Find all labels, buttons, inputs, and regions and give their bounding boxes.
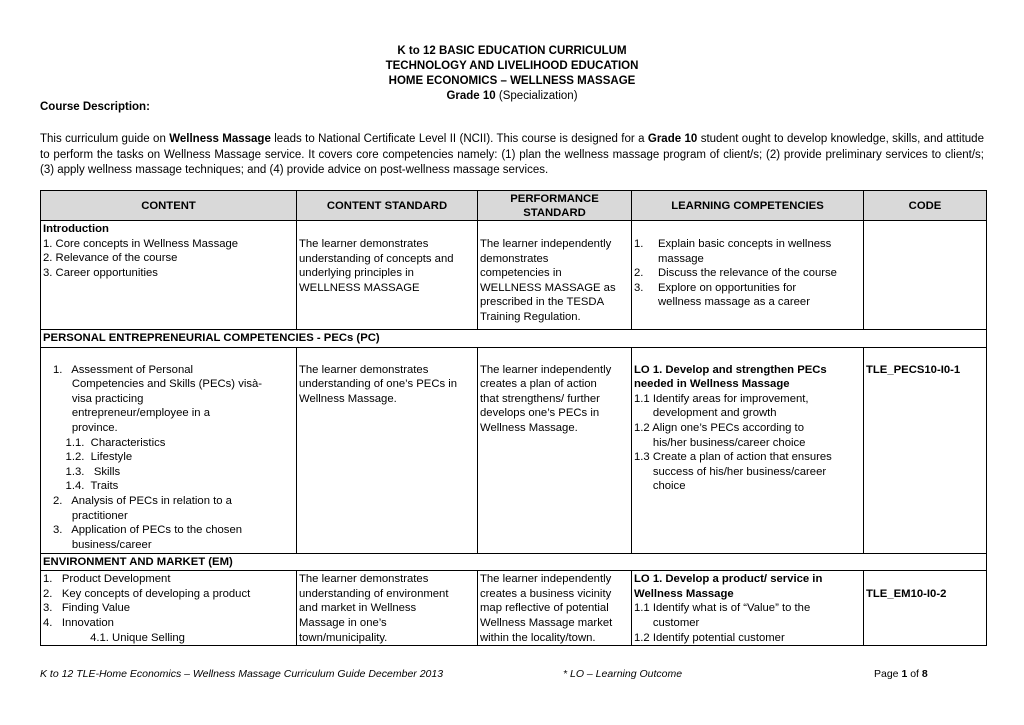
text-line: WELLNESS MASSAGE as: [480, 281, 616, 294]
em-content: [41, 571, 297, 646]
cd-part-3: student ought to develop knowledge, skills, and attitude to perform the tasks on Wellness Massage service. It covers core competencies namely: (1) plan the wellness massage program of client/s; (2) provide preliminary services to client/s; (3) apply wellness massage techniques; and (4) provide advice on post-wellness massage services.: [40, 133, 984, 176]
list-item: 1.2 Align one’s PECs according to: [634, 421, 804, 434]
text-line: Training Regulation.: [480, 310, 581, 323]
list-item: 1.1. Characteristics: [53, 436, 166, 449]
text-line: understanding of environment: [299, 587, 449, 600]
col-header-content-standard: CONTENT STANDARD: [297, 191, 478, 221]
list-item: 1.1 Identify areas for improvement,: [634, 392, 809, 405]
col-header-learning-competencies: LEARNING COMPETENCIES: [632, 191, 864, 221]
course-description-title: Course Description:: [40, 101, 150, 113]
em-code: TLE_EM10-I0-2: [864, 571, 987, 646]
footer-guide-title: K to 12 TLE-Home Economics – Wellness Massage Curriculum Guide December 2013: [40, 668, 444, 680]
grade-label: Grade 10: [446, 90, 496, 102]
cd-bold-1: Wellness Massage: [169, 133, 271, 145]
em-performance-standard: [478, 571, 632, 646]
col-header-code: CODE: [864, 191, 987, 221]
curriculum-table: [40, 190, 987, 646]
list-item: entrepreneur/employee in a: [53, 407, 210, 420]
table-header-row: [41, 191, 987, 221]
list-item: 2. Discuss the relevance of the course: [634, 267, 837, 280]
intro-performance-standard: [478, 221, 632, 330]
section-row-pecs: [41, 330, 987, 348]
list-item: visa practicing: [53, 392, 144, 405]
list-item: 1.3. Skills: [53, 465, 121, 478]
text-line: develops one’s PECs in: [480, 407, 600, 420]
list-item: 1.1 Identify what is of “Value” to the: [634, 602, 811, 615]
pecs-content: [41, 347, 297, 553]
table-row-pecs: [41, 347, 987, 553]
text-line: The learner independently: [480, 573, 612, 586]
footer-lo-note: * LO – Learning Outcome: [563, 668, 683, 680]
lo-title: LO 1. Develop a product/ service in: [634, 573, 823, 586]
table-row-introduction: [41, 221, 987, 330]
text-line: The learner independently: [480, 363, 612, 376]
list-item: 1.3 Create a plan of action that ensures: [634, 451, 832, 464]
text-line: demonstrates: [480, 252, 549, 265]
list-item: 2. Relevance of the course: [43, 252, 178, 265]
cd-part-2: leads to National Certificate Level II (NCII). This course is designed for a: [270, 133, 648, 145]
list-item: 2. Key concepts of developing a product: [43, 587, 251, 600]
text-line: creates a plan of action: [480, 378, 597, 391]
list-item: 1. Product Development: [43, 573, 171, 586]
pecs-competencies: [632, 347, 864, 553]
list-item: 3. Finding Value: [43, 602, 131, 615]
em-content-standard: [297, 571, 478, 646]
header-line-1: K to 12 BASIC EDUCATION CURRICULUM: [397, 45, 627, 57]
list-item: 3. Application of PECs to the chosen: [53, 524, 243, 537]
list-item: Competencies and Skills (PECs) visà-: [53, 378, 263, 391]
list-item: 3. Explore on opportunities for wellness massage as a career: [634, 281, 810, 309]
list-item: success of his/her business/career: [634, 465, 827, 478]
text-line: Wellness Massage market: [480, 616, 613, 629]
intro-content: [41, 221, 297, 330]
list-item: his/her business/career choice: [634, 436, 806, 449]
text-line: The learner demonstrates: [299, 573, 429, 586]
text-line: Wellness Massage.: [299, 392, 397, 405]
list-item: 1. Explain basic concepts in wellness massage: [634, 238, 832, 265]
text-line: map reflective of potential: [480, 602, 609, 615]
header-line-2: TECHNOLOGY AND LIVELIHOOD EDUCATION: [385, 60, 639, 72]
header-line-3: HOME ECONOMICS – WELLNESS MASSAGE: [388, 75, 636, 87]
intro-code: [864, 221, 987, 330]
text-line: prescribed in the TESDA: [480, 296, 605, 309]
em-competencies: [632, 571, 864, 646]
text-line: within the locality/town.: [480, 631, 596, 644]
list-item: 1.2 Identify potential customer: [634, 631, 785, 644]
list-item: 3. Career opportunities: [43, 266, 158, 279]
text-line: town/municipality.: [299, 631, 388, 644]
list-item: 1.2. Lifestyle: [53, 451, 133, 464]
text-line: Massage in one’s: [299, 616, 387, 629]
text-line: competencies in: [480, 267, 562, 280]
section-title-pecs: PERSONAL ENTREPRENEURIAL COMPETENCIES - PECs (PC): [41, 330, 987, 348]
pecs-code: TLE_PECS10-I0-1: [864, 347, 987, 553]
text-line: understanding of concepts and: [299, 252, 454, 265]
text-line: and market in Wellness: [299, 602, 417, 615]
text-line: Wellness Massage.: [480, 421, 578, 434]
list-item: choice: [634, 480, 686, 493]
text-line: The learner independently: [480, 238, 612, 250]
text-line: that strengthens/ further: [480, 392, 600, 405]
header-line-4: [0, 89, 1024, 103]
text-line: WELLNESS MASSAGE: [299, 281, 420, 294]
list-item: practitioner: [53, 509, 128, 522]
section-title-em: ENVIRONMENT AND MARKET (EM): [41, 553, 987, 571]
section-row-em: [41, 553, 987, 571]
list-item: 1. Assessment of Personal: [53, 363, 194, 376]
list-item: development and growth: [634, 407, 777, 420]
lo-title: needed in Wellness Massage: [634, 378, 790, 391]
lo-title: LO 1. Develop and strengthen PECs: [634, 363, 827, 376]
cd-part-1: This curriculum guide on: [40, 133, 170, 145]
list-item: 4. Innovation: [43, 616, 114, 629]
list-item: province.: [53, 421, 118, 434]
intro-competencies: [632, 221, 864, 330]
list-item: 4.1. Unique Selling: [43, 631, 185, 644]
grade-specialization: (Specialization): [498, 90, 578, 102]
list-item: 2. Analysis of PECs in relation to a: [53, 494, 232, 507]
text-line: understanding of one’s PECs in: [299, 378, 458, 391]
page-number: Page 1 of 8: [874, 668, 928, 680]
list-item: 1. Core concepts in Wellness Massage: [43, 237, 239, 250]
col-header-content: CONTENT: [41, 191, 297, 221]
cd-bold-2: Grade 10: [647, 133, 698, 145]
text-line: creates a business vicinity: [480, 587, 612, 600]
list-item: business/career: [53, 538, 152, 551]
text-line: The learner demonstrates: [299, 363, 429, 376]
text-line: The learner demonstrates: [299, 238, 429, 250]
course-description-text: [40, 132, 984, 179]
col-header-performance-standard: PERFORMANCE STANDARD: [478, 191, 632, 221]
pecs-content-standard: [297, 347, 478, 553]
text-line: underlying principles in: [299, 267, 414, 280]
list-item: 1.4. Traits: [53, 480, 119, 493]
lo-title: Wellness Massage: [634, 587, 734, 600]
list-item: customer: [634, 616, 700, 629]
pecs-performance-standard: [478, 347, 632, 553]
intro-content-standard: [297, 221, 478, 330]
intro-title: Introduction: [43, 223, 109, 235]
table-row-em: [41, 571, 987, 646]
